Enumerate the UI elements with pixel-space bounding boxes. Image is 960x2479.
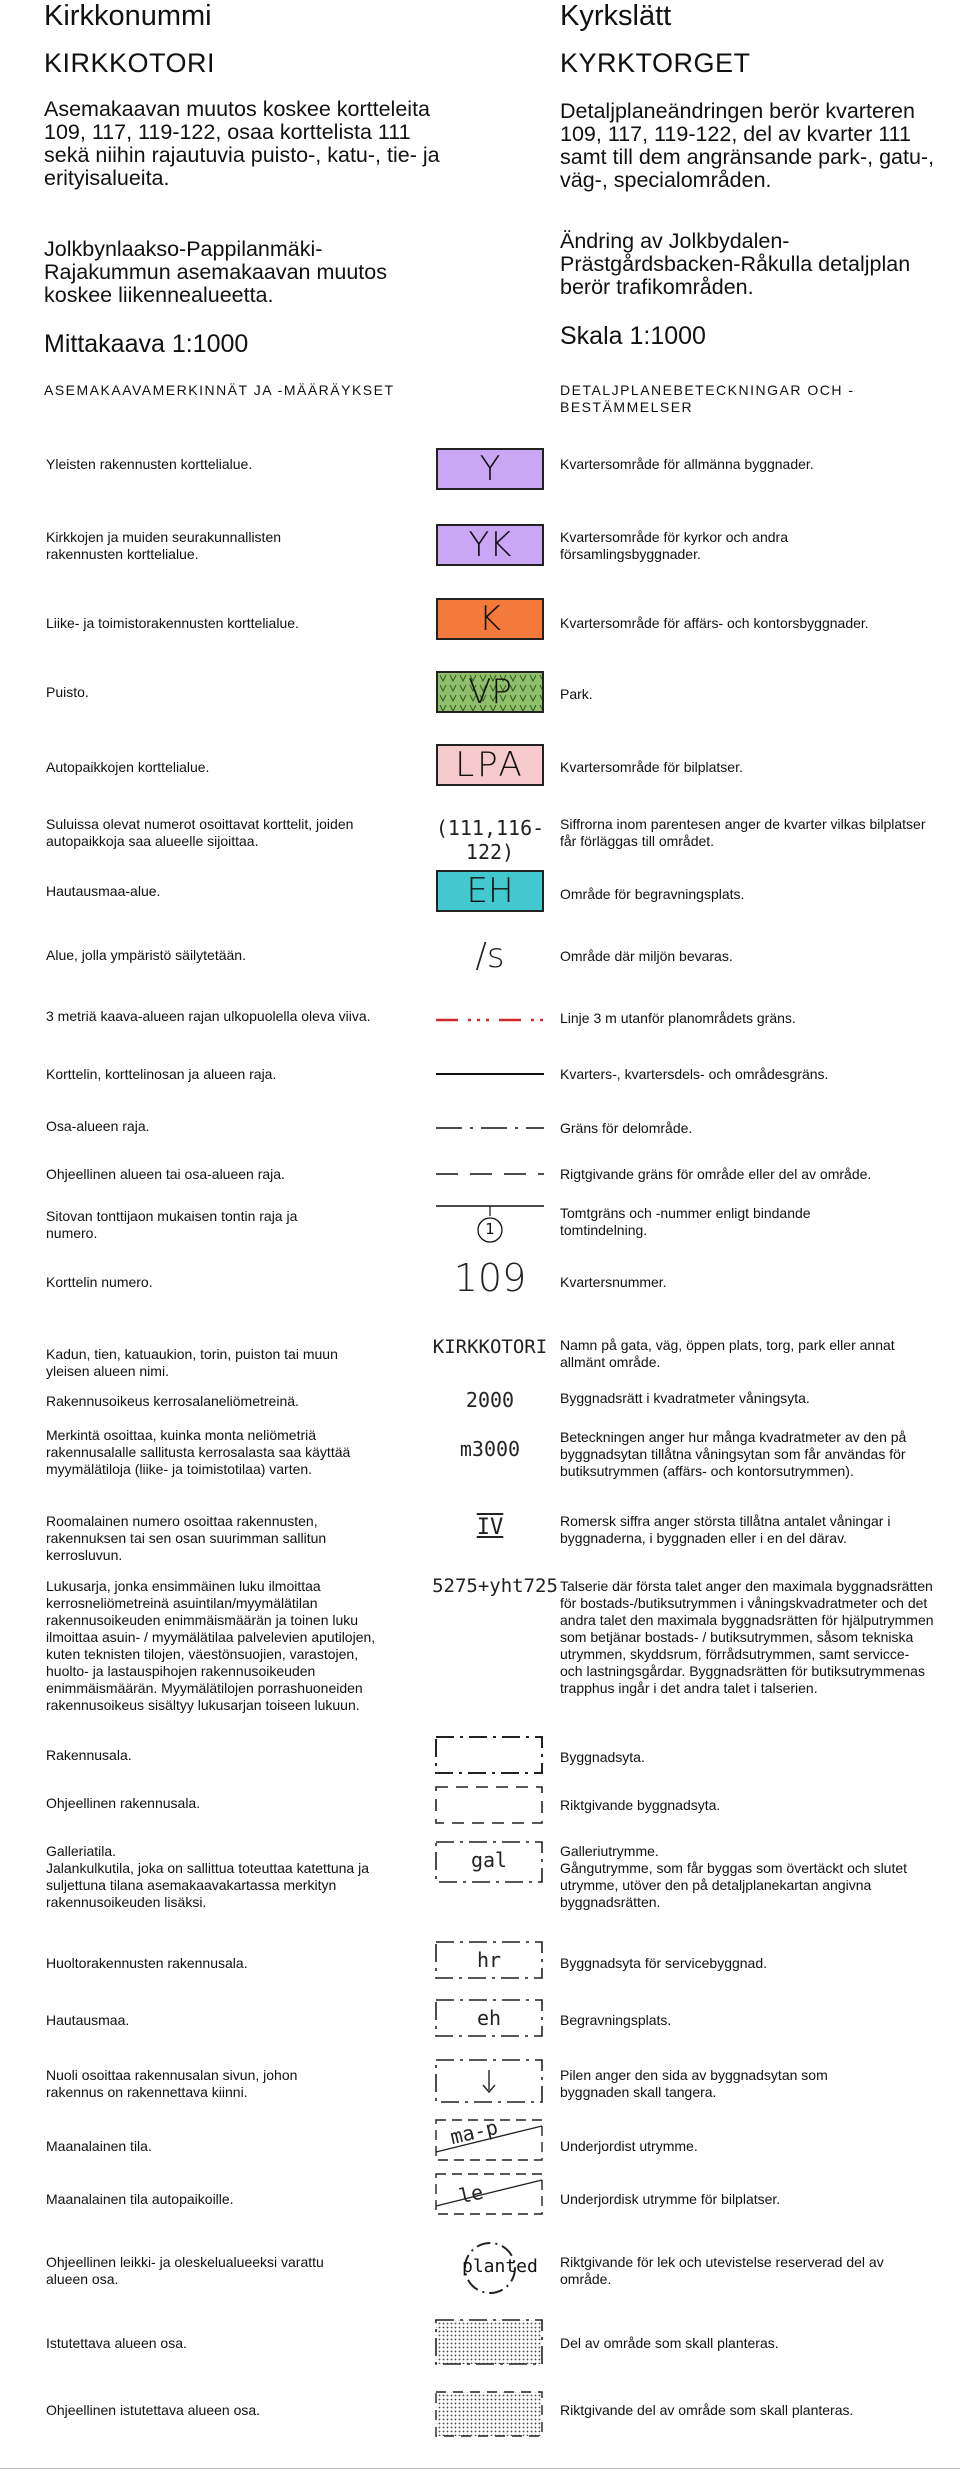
legend-fi-22: Huoltorakennusten rakennusala. <box>46 1955 248 1971</box>
underground-symbol <box>434 2114 544 2162</box>
legend-fi-28: Istutettava alueen osa. <box>46 2335 187 2351</box>
symbol-parking-blocks: (111,116-122) <box>435 816 545 864</box>
legend-fi-26: Maanalainen tila autopaikoille. <box>46 2191 234 2207</box>
red-boundary-line-icon <box>430 1012 550 1028</box>
city-name-sv: Kyrkslätt <box>560 0 672 32</box>
symbol-vp-code: VP <box>468 672 512 712</box>
legend-sv-26: Underjordisk utrymme för bilplatser. <box>560 2191 781 2207</box>
symbol-k-box <box>436 598 544 640</box>
legend-sv-16: Beteckningen anger hur många kvadratmeter av den på byggnadsytan tillåtna våningsytan som får användas för butiksutrymmen (affärs- och kontorsutrymmen). <box>560 1429 907 1479</box>
symbol-area-name: KIRKKOTORI <box>432 1336 548 1358</box>
legend-sv-4: Kvartersområde för bilplatser. <box>560 759 743 775</box>
legend-sv-28: Del av område som skall planteras. <box>560 2335 779 2351</box>
symbol-number-series: 5275+yht725 <box>432 1575 558 1597</box>
scale-sv: Skala 1:1000 <box>560 322 706 350</box>
symbol-y-box <box>436 448 544 490</box>
dashed-line-icon <box>430 1168 550 1180</box>
legend-sv-5: Siffrorna inom parentesen anger de kvarter vilkas bilplatser får förläggas till området. <box>560 816 926 849</box>
legend-sv-15: Byggnadsrätt i kvadratmeter våningsyta. <box>560 1390 810 1406</box>
planted-area-icon <box>434 2318 544 2366</box>
dash-dot-line-icon <box>430 1122 550 1134</box>
cemetery-code: eh <box>476 2006 502 2030</box>
legend-fi-15: Rakennusoikeus kerrosalaneliömetreinä. <box>46 1393 299 1409</box>
play-area-code: planted <box>462 2256 538 2277</box>
legend-fi-6: Hautausmaa-alue. <box>46 883 161 899</box>
related-plan-sv: Ändring av Jolkbydalen-Prästgårdsbacken-Råkulla detaljplan berör trafikområden. <box>560 229 911 299</box>
legend-sv-22: Byggnadsyta för servicebyggnad. <box>560 1955 768 1971</box>
legend-fi-17: Roomalainen numero osoittaa rakennusten, rakennuksen tai sen osan suurimman sallitun kerrosluvun. <box>46 1513 327 1563</box>
legend-fi-1: Kirkkojen ja muiden seurakunnallisten rakennusten korttelialue. <box>46 529 282 562</box>
building-area-indicative-icon <box>434 1785 544 1825</box>
legend-fi-29: Ohjeellinen istutettava alueen osa. <box>46 2402 261 2418</box>
legend-sv-9: Kvarters-, kvartersdels- och områdesgräns. <box>560 1066 829 1082</box>
legend-fi-25: Maanalainen tila. <box>46 2138 152 2154</box>
legend-sv-20: Riktgivande byggnadsyta. <box>560 1797 721 1813</box>
legend-sv-6: Område för begravningsplats. <box>560 886 745 902</box>
building-area-icon <box>434 1735 544 1775</box>
plan-description-sv: Detaljplaneändringen berör kvarteren 109, 117, 119-122, del av kvarter 111 samt till dem angränsande park-, gatu-, väg-, specialområden. <box>560 99 935 192</box>
legend-fi-3: Puisto. <box>46 684 89 700</box>
underground-parking-code: le <box>456 2179 486 2209</box>
gallery-code: gal <box>470 1848 508 1872</box>
symbol-y-code: Y <box>479 449 501 489</box>
legend-fi-14: Kadun, tien, katuaukion, torin, puiston tai muun yleisen alueen nimi. <box>46 1346 338 1379</box>
legend-fi-9: Korttelin, korttelinosan ja alueen raja. <box>46 1066 277 1082</box>
legend-fi-8: 3 metriä kaava-alueen rajan ulkopuolella oleva viiva. <box>46 1008 371 1024</box>
city-name-fi: Kirkkonummi <box>44 0 212 32</box>
bottom-divider <box>0 2468 960 2469</box>
legend-fi-21: Galleriatila. Jalankulkutila, joka on sallittua toteuttaa katettuna ja suljettuna tilana asemakaavakartassa merkityn rakennusoikeuden lisäksi. <box>46 1843 369 1910</box>
plot-number: 1 <box>485 1220 495 1238</box>
legend-sv-14: Namn på gata, väg, öppen plats, torg, park eller annat allmänt område. <box>560 1337 895 1370</box>
plan-title-sv: KYRKTORGET <box>560 48 751 78</box>
legend-sv-11: Rigtgivande gräns för område eller del av område. <box>560 1166 872 1182</box>
legend-fi-20: Ohjeellinen rakennusala. <box>46 1795 201 1811</box>
legend-fi-24: Nuoli osoittaa rakennusalan sivun, johon rakennus on rakennettava kiinni. <box>46 2067 298 2100</box>
symbol-k-code: K <box>478 599 502 639</box>
legend-fi-11: Ohjeellinen alueen tai osa-alueen raja. <box>46 1166 285 1182</box>
scale-fi: Mittakaava 1:1000 <box>44 330 249 358</box>
symbol-yk-box <box>436 524 544 566</box>
underground-code: ma-p <box>447 2114 501 2150</box>
plan-description-fi: Asemakaavan muutos koskee kortteleita 109, 117, 119-122, osaa korttelista 111 sekä niihin rajautuvia puisto-, katu-, tie- ja erityisalueita. <box>44 97 440 190</box>
legend-fi-4: Autopaikkojen korttelialue. <box>46 759 210 775</box>
gallery-area-symbol <box>434 1840 544 1884</box>
arrow-side-icon <box>434 2058 544 2104</box>
symbol-vp-box <box>436 671 544 713</box>
symbol-eh-code: EH <box>466 871 514 911</box>
symbol-lpa-code: LPA <box>455 745 525 785</box>
legend-sv-0: Kvartersområde för allmänna byggnader. <box>560 456 814 472</box>
related-plan-fi: Jolkbynlaakso-Pappilanmäki-Rajakummun asemakaavan muutos koskee liikennealueetta. <box>44 237 387 307</box>
legend-sv-13: Kvartersnummer. <box>560 1274 667 1290</box>
legend-fi-23: Hautausmaa. <box>46 2012 130 2028</box>
legend-fi-27: Ohjeellinen leikki- ja oleskelualueeksi varattu alueen osa. <box>46 2254 324 2287</box>
legend-sv-10: Gräns för delområde. <box>560 1120 693 1136</box>
plan-title-fi: KIRKKOTORI <box>44 48 216 78</box>
symbol-eh-box <box>436 870 544 912</box>
legend-fi-5: Suluissa olevat numerot osoittavat korttelit, joiden autopaikkoja saa alueelle sijoittaa. <box>46 816 354 849</box>
legend-sv-29: Riktgivande del av område som skall planteras. <box>560 2402 854 2418</box>
legend-fi-18: Lukusarja, jonka ensimmäinen luku ilmoittaa kerrosneliömetreinä asuintilan/myymälätilan rakennusoikeuden enimmäismäärän ja toinen luku ilmoittaa asuin- / myymälätilaa palvelevien aputilojen, kuten teknisten tilojen, väestönsuojien, varastojen, huolto- ja lastauspihojen rakennusoikeuden enimmäismäärän. Myymälätilojen porrashuoneiden rakennusoikeus sisältyy lukusarjan toiseen lukuun. <box>46 1578 376 1713</box>
legend-fi-7: Alue, jolla ympäristö säilytetään. <box>46 947 246 963</box>
symbol-block-number: 109 <box>453 1256 527 1300</box>
legend-sv-1: Kvartersområde för kyrkor och andra församlingsbyggnader. <box>560 529 788 562</box>
symbol-lpa-box <box>436 744 544 786</box>
legend-fi-13: Korttelin numero. <box>46 1274 153 1290</box>
legend-fi-16: Merkintä osoittaa, kuinka monta neliömetriä rakennusalalle sallitusta kerrosalasta saa käyttää myymälätiloja (liike- ja toimistotilaa) varten. <box>46 1427 351 1477</box>
legend-sv-18: Talserie där första talet anger den maximala byggnadsrätten för bostads-/butiksutrymmen i våningskvadratmeter och det andra talet den maximala byggnadsrätten för hjälputrymmen som betjänar bostads- / butiksutrymmen, såsom tekniska utrymmen, skyddsrum, förrådsutrymmen, samt servicce- och lastningsgårdar. Byggnadsrätten för butiksutrymmenas trapphus ingår i det andra talet i talserien. <box>560 1578 934 1696</box>
legend-fi-0: Yleisten rakennusten korttelialue. <box>46 456 253 472</box>
legend-sv-23: Begravningsplats. <box>560 2012 672 2028</box>
legend-sv-2: Kvartersområde för affärs- och kontorsbyggnader. <box>560 615 869 631</box>
solid-boundary-line-icon <box>430 1068 550 1080</box>
service-building-symbol <box>434 1940 544 1980</box>
service-code: hr <box>476 1948 502 1972</box>
symbol-shop-area: m3000 <box>459 1437 521 1461</box>
legend-sv-25: Underjordist utrymme. <box>560 2138 698 2154</box>
legend-sv-7: Område där miljön bevaras. <box>560 948 733 964</box>
legend-sv-24: Pilen anger den sida av byggnadsytan som byggnaden skall tangera. <box>560 2067 828 2100</box>
cemetery-building-symbol <box>434 1998 544 2038</box>
symbol-yk-code: YK <box>468 525 512 565</box>
planted-area-indicative-icon <box>434 2390 544 2438</box>
legend-sv-12: Tomtgräns och -nummer enligt bindande tomtindelning. <box>560 1205 811 1238</box>
symbol-floor-area: 2000 <box>465 1388 515 1412</box>
section-title-sv: DETALJPLANEBETECKNINGAR OCH -BESTÄMMELSER <box>560 382 855 415</box>
legend-sv-21: Galleriutrymme. Gångutrymme, som får byggas som övertäckt och slutet utrymme, utöver den på detaljplanekartan angivna byggnadsrätten. <box>560 1843 908 1910</box>
underground-parking-symbol <box>434 2172 544 2216</box>
symbol-floor-count: IV <box>476 1515 504 1540</box>
legend-fi-2: Liike- ja toimistorakennusten korttelialue. <box>46 615 299 631</box>
legend-sv-8: Linje 3 m utanför planområdets gräns. <box>560 1010 796 1026</box>
legend-sv-27: Riktgivande för lek och utevistelse reserverad del av område. <box>560 2254 884 2287</box>
plot-boundary-symbol <box>430 1198 550 1244</box>
legend-fi-19: Rakennusala. <box>46 1747 132 1763</box>
legend-fi-12: Sitovan tonttijaon mukaisen tontin raja ja numero. <box>46 1208 298 1241</box>
legend-sv-17: Romersk siffra anger största tillåtna antalet våningar i byggnaderna, i byggnaden eller i en del därav. <box>560 1513 891 1546</box>
symbol-preserve-environment: /s <box>475 936 505 976</box>
legend-sv-3: Park. <box>560 686 593 702</box>
legend-sv-19: Byggnadsyta. <box>560 1749 645 1765</box>
legend-fi-10: Osa-alueen raja. <box>46 1118 150 1134</box>
play-area-symbol <box>462 2240 538 2296</box>
section-title-fi: ASEMAKAAVAMERKINNÄT JA -MÄÄRÄYKSET <box>44 382 395 398</box>
